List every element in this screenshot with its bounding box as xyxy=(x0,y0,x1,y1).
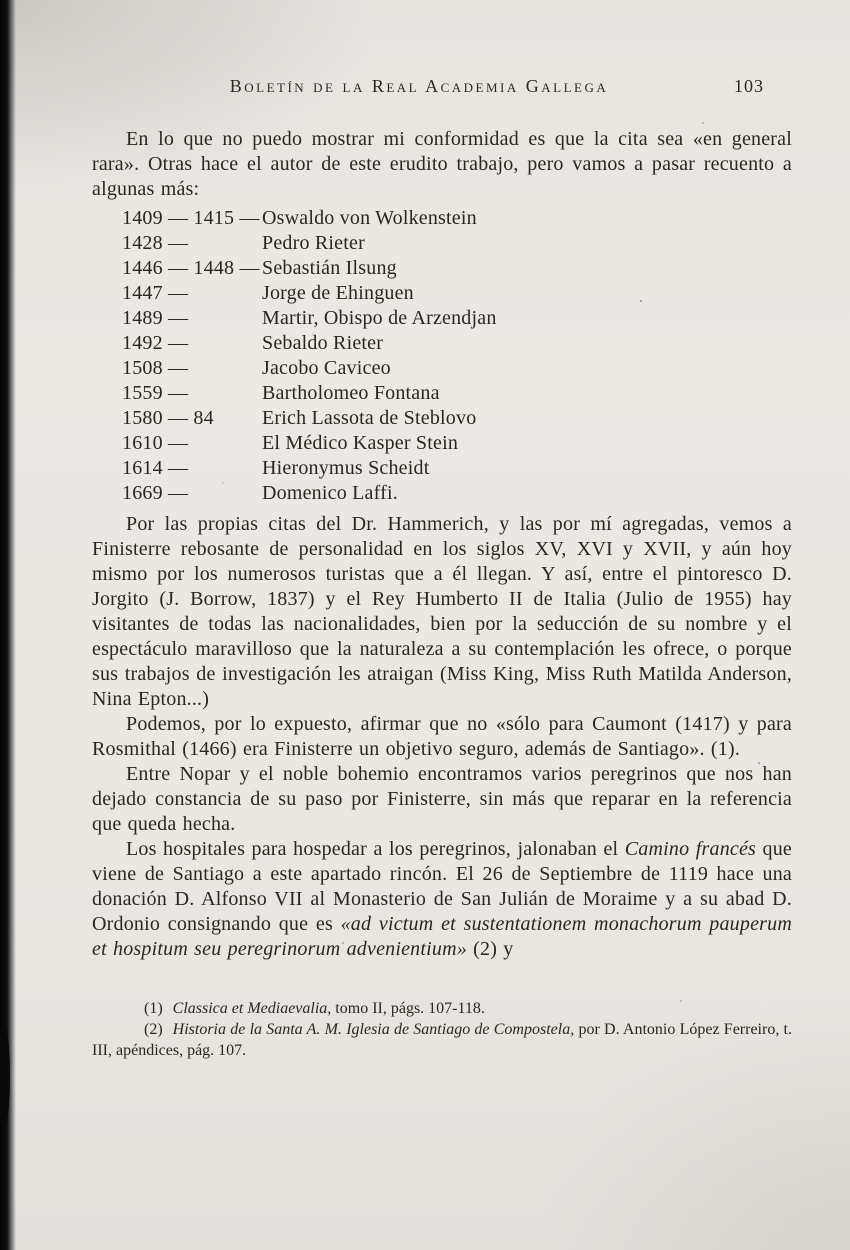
footnote-2-text: por D. Antonio López Ferreiro, t. III, apéndices, pág. 107. xyxy=(92,1021,793,1059)
footnote-1-marker: (1) xyxy=(144,1000,163,1017)
pilgrim-list-row xyxy=(122,256,792,281)
pilgrim-name: Sebaldo Rieter xyxy=(262,332,384,354)
pilgrim-dates: 1446 — 1448 — xyxy=(122,257,260,279)
footnotes xyxy=(92,998,792,1061)
footnote-2-marker: (2) xyxy=(144,1021,163,1038)
pilgrim-dates: 1610 — xyxy=(122,432,189,454)
page-content xyxy=(92,76,792,1061)
paragraph-4: Entre Nopar y el noble bohemio encontramos varios peregrinos que nos han dejado constancia de su paso por Finisterre, sin más que reparar en la referencia que queda hecha. xyxy=(92,763,792,835)
pilgrim-name: El Médico Kasper Stein xyxy=(262,432,459,454)
page-number: 103 xyxy=(734,76,764,96)
footnote-1-text: tomo II, págs. 107-118. xyxy=(331,1000,485,1017)
footnote-1 xyxy=(92,998,792,1019)
pilgrim-name: Oswaldo von Wolkenstein xyxy=(262,207,477,229)
pilgrim-list-row xyxy=(122,456,792,481)
paragraph-5-text: que viene de Santiago a este apartado rincón. El 26 de Septiembre de 1119 hace una donación D. Alfonso VII al Monasterio de San Julián de Moraime y a su abad D. Ordonio consignando que es xyxy=(92,838,792,935)
pilgrim-list-row xyxy=(122,206,792,231)
latin-quote-italic: «ad victum et sustentationem monachorum pauperum et hospitum seu peregrinorum advenientium» xyxy=(92,913,792,960)
camino-frances-italic: Camino francés xyxy=(624,838,757,860)
paragraph-1: En lo que no puedo mostrar mi conformidad es que la cita sea «en general rara». Otras hace el autor de este erudito trabajo, pero vamos a pasar recuento a algunas más: xyxy=(92,128,792,200)
pilgrim-name: Jorge de Ehinguen xyxy=(262,282,414,304)
pilgrim-list-row xyxy=(122,331,792,356)
pilgrim-list xyxy=(122,206,792,506)
pilgrim-dates: 1492 — xyxy=(122,332,189,354)
pilgrim-name: Jacobo Caviceo xyxy=(262,357,391,379)
pilgrim-dates: 1428 — xyxy=(122,232,189,254)
pilgrim-name: Pedro Rieter xyxy=(262,232,365,254)
pilgrim-dates: 1580 — 84 xyxy=(122,407,214,429)
paragraph-5 xyxy=(92,837,792,962)
pilgrim-list-row xyxy=(122,481,792,506)
pilgrim-name: Erich Lassota de Steblovo xyxy=(262,407,477,429)
pilgrim-list-row xyxy=(122,281,792,306)
footnote-2-title-italic: Historia de la Santa A. M. Iglesia de Santiago de Compostela, xyxy=(172,1021,575,1038)
pilgrim-dates: 1559 — xyxy=(122,382,189,404)
pilgrim-list-row xyxy=(122,406,792,431)
pilgrim-list-row xyxy=(122,231,792,256)
pilgrim-name: Sebastián Ilsung xyxy=(262,257,397,279)
pilgrim-dates: 1409 — 1415 — xyxy=(122,207,260,229)
pilgrim-dates: 1508 — xyxy=(122,357,189,379)
pilgrim-dates: 1614 — xyxy=(122,457,189,479)
pilgrim-list-row xyxy=(122,381,792,406)
paragraph-5-text: (2) y xyxy=(466,938,514,960)
pilgrim-list-row xyxy=(122,356,792,381)
pilgrim-list-row xyxy=(122,431,792,456)
pilgrim-name: Hieronymus Scheidt xyxy=(262,457,430,479)
pilgrim-dates: 1669 — xyxy=(122,482,189,504)
running-header xyxy=(92,76,792,97)
pilgrim-name: Martir, Obispo de Arzendjan xyxy=(262,307,497,329)
pilgrim-dates: 1489 — xyxy=(122,307,189,329)
paragraph-5-text: Los hospitales para hospedar a los peregrinos, jalonaban el xyxy=(126,838,625,860)
pilgrim-list-row xyxy=(122,306,792,331)
footnote-2 xyxy=(92,1019,792,1061)
footnote-1-title-italic: Classica et Mediaevalia, xyxy=(172,1000,332,1017)
paragraph-3: Podemos, por lo expuesto, afirmar que no «sólo para Caumont (1417) y para Rosmithal (1466) era Finisterre un objetivo seguro, además de Santiago». (1). xyxy=(92,713,792,760)
pilgrim-dates: 1447 — xyxy=(122,282,189,304)
scan-edge-smudge xyxy=(0,1028,10,1124)
pilgrim-name: Bartholomeo Fontana xyxy=(262,382,440,404)
paragraph-2: Por las propias citas del Dr. Hammerich, y las por mí agregadas, vemos a Finisterre rebosante de personalidad en los siglos XV, XVI y XVII, y aún hoy mismo por los numerosos turistas que a él llegan. Y así, entre el pintoresco D. Jorgito (J. Borrow, 1837) y el Rey Humberto II de Italia (Julio de 1955) hay visitantes de todas las nacionalidades, bien por la seducción de su nombre y el espectáculo maravilloso que la naturaleza a su contemplación les ofrece, o porque sus trabajos de investigación les atraigan (Miss King, Miss Ruth Matilda Anderson, Nina Epton...) xyxy=(92,513,792,710)
pilgrim-name: Domenico Laffi. xyxy=(262,482,398,504)
journal-title: Boletín de la Real Academia Gallega xyxy=(229,76,609,96)
